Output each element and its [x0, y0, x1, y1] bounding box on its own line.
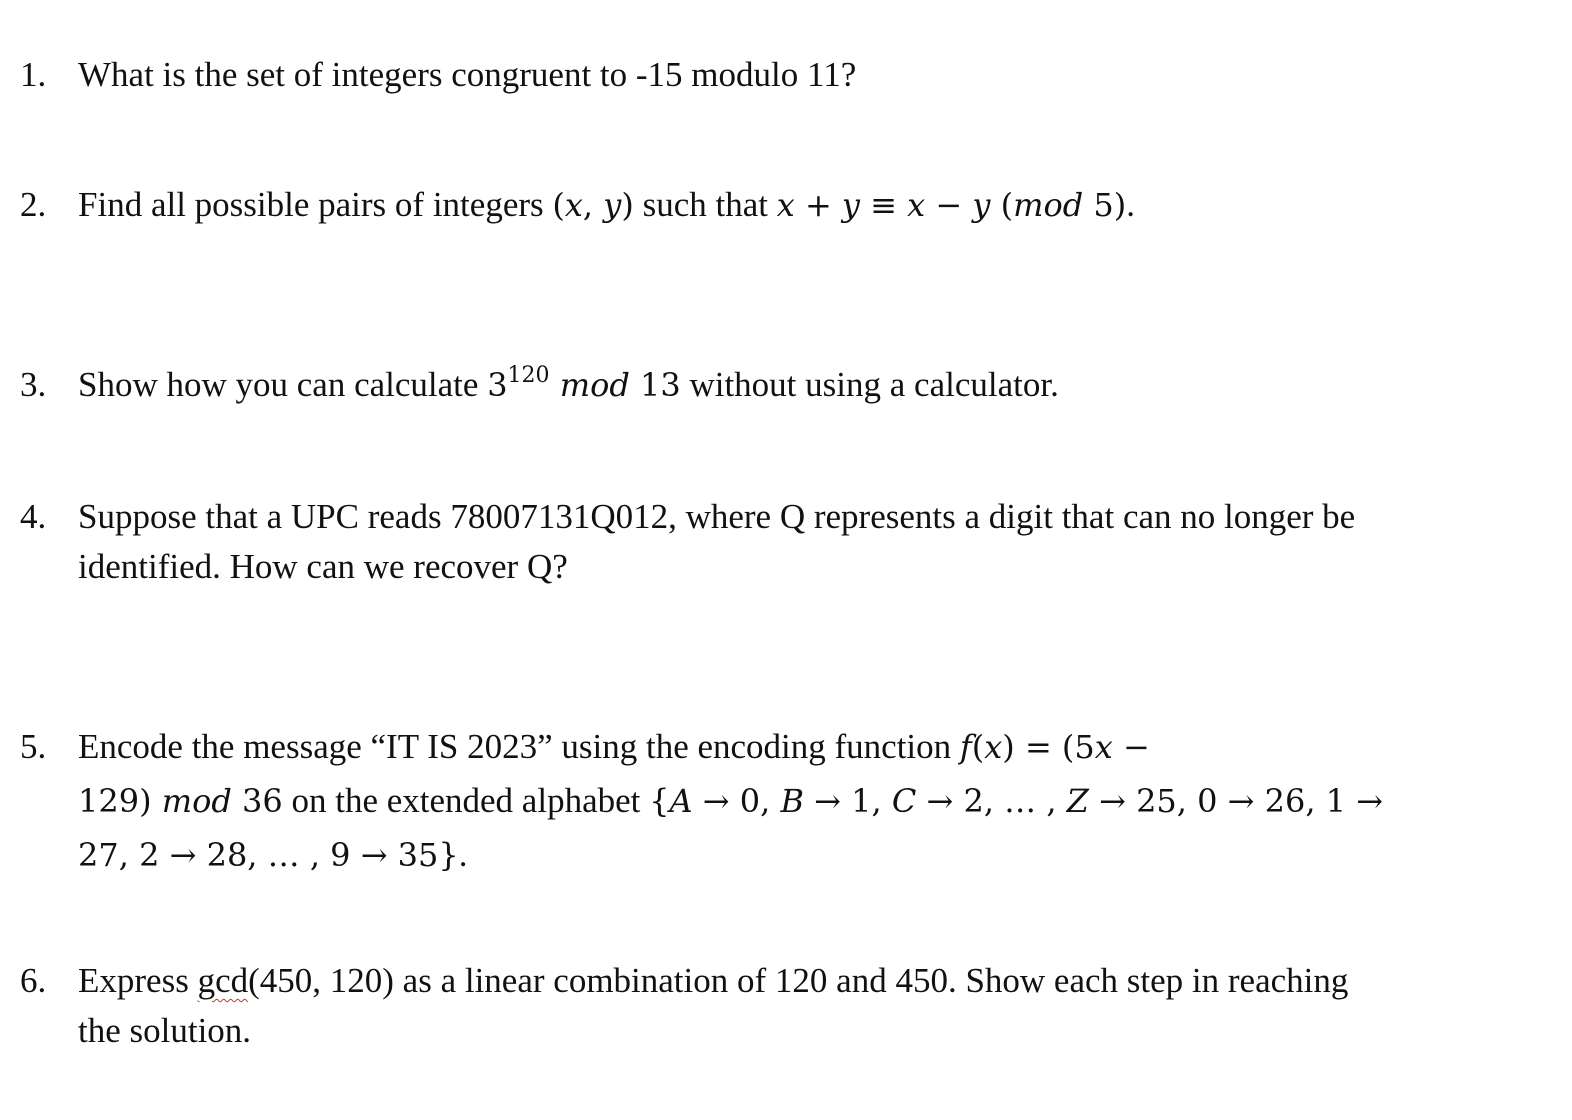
question-6-line-2: [78, 1006, 1518, 1056]
question-5-line-3: [78, 830, 1518, 880]
text-run: Suppose that a UPC reads 78007131Q012, where Q represents a digit that can no longer be: [78, 497, 1356, 536]
text-run: Encode the message “IT IS 2023” using the encoding function: [78, 727, 960, 766]
text-run: (450, 120) as a linear combination of 120 and 450. Show each step in reaching: [248, 961, 1349, 1000]
question-4-line-1: [78, 492, 1518, 542]
text-run: the solution.: [78, 1011, 252, 1050]
question-1-number: 1.: [20, 55, 47, 94]
question-4-line-2: [78, 542, 1518, 592]
question-5-text: [78, 722, 1518, 880]
text-run: Express: [78, 961, 198, 1000]
text-run: What is the set of integers congruent to -15 modulo 11?: [78, 55, 857, 94]
text-run: Show how you can calculate: [78, 365, 488, 404]
question-5-line-1: [78, 722, 1518, 772]
math-mod: 𝑚𝑜𝑑 13: [549, 366, 681, 404]
math-pair: (𝑥, 𝑦): [552, 186, 634, 224]
question-2-number: 2.: [20, 185, 47, 224]
spellcheck-flagged-word[interactable]: gcd: [197, 961, 249, 1000]
question-1-text: [78, 50, 1518, 100]
question-2-line-1: [78, 180, 1518, 230]
question-3-text: [78, 360, 1518, 410]
question-6-text: [78, 956, 1518, 1056]
math-exponent: 120: [507, 363, 550, 388]
text-run: .: [458, 835, 468, 874]
math-function-cont: 129) 𝑚𝑜𝑑 36: [78, 782, 283, 820]
question-2-text: [78, 180, 1518, 230]
text-run: .: [1126, 185, 1135, 224]
math-alphabet: {𝐴 → 0, 𝐵 → 1, 𝐶 → 2, … , 𝑍 → 25, 0 → 26, 1 →: [649, 782, 1384, 820]
question-3-number: 3.: [20, 365, 47, 404]
text-run: Find all possible pairs of integers: [78, 185, 553, 224]
question-1-line-1: [78, 50, 1518, 100]
text-run: identified. How can we recover Q?: [78, 547, 568, 586]
math-congruence: 𝑥 + 𝑦 ≡ 𝑥 − 𝑦 (𝑚𝑜𝑑 5): [776, 186, 1127, 224]
math-alphabet-cont: 27, 2 → 28, … , 9 → 35}: [78, 836, 459, 874]
question-5-number: 5.: [20, 727, 47, 766]
math-function: 𝑓(𝑥) = (5𝑥 −: [959, 728, 1150, 766]
question-5-line-2: [78, 776, 1518, 826]
question-4-number: 4.: [20, 497, 47, 536]
question-4-text: [78, 492, 1518, 592]
math-base: 3: [487, 366, 508, 404]
text-run: without using a calculator.: [680, 365, 1059, 404]
text-run: on the extended alphabet: [282, 781, 650, 820]
question-3-line-1: [78, 360, 1518, 410]
text-run: such that: [633, 185, 777, 224]
question-6-number: 6.: [20, 961, 47, 1000]
question-6-line-1: [78, 956, 1518, 1006]
